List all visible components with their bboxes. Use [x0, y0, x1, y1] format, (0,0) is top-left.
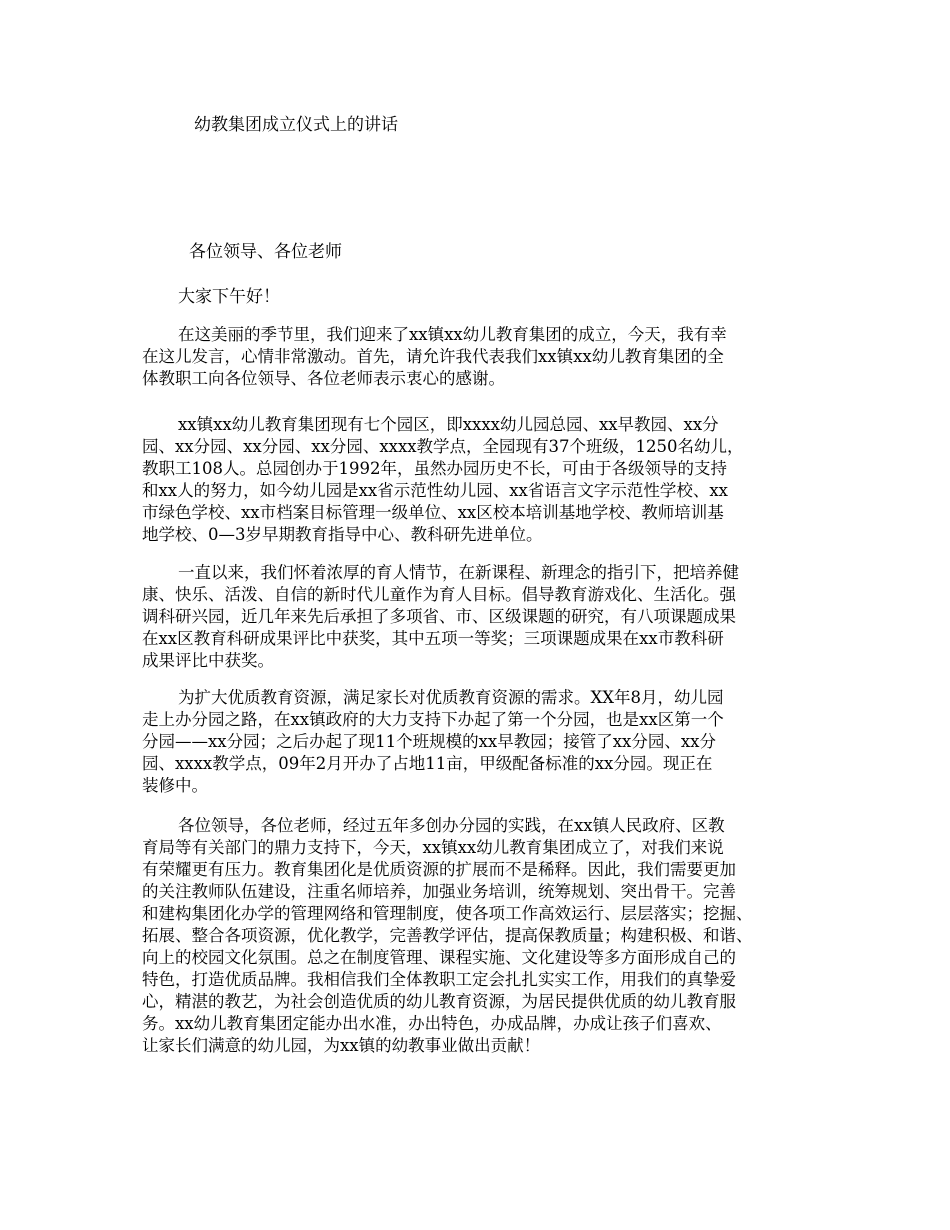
paragraph-line: 调科研兴园，近几年来先后承担了多项省、市、区级课题的研究，有八项课题成果 [142, 607, 736, 626]
paragraph-line: 育局等有关部门的鼎力支持下，今天，xx镇xx幼儿教育集团成立了，对我们来说 [142, 838, 724, 857]
paragraph-line: 康、快乐、活泼、自信的新时代儿童作为育人目标。倡导教育游戏化、生活化。强 [142, 585, 736, 604]
paragraph-3 [142, 562, 822, 672]
paragraph-line: 为扩大优质教育资源，满足家长对优质教育资源的需求。XX年8月，幼儿园 [178, 688, 724, 707]
document-title: 幼教集团成立仪式上的讲话 [194, 115, 398, 135]
salutation: 各位领导、各位老师 [189, 242, 342, 262]
paragraph-line: 园、xxxx教学点，09年2月开办了占地11亩，甲级配备标准的xx分园。现正在 [142, 754, 713, 773]
paragraph-line: 体教职工向各位领导、各位老师表示衷心的感谢。 [142, 369, 505, 388]
paragraph-line: 有荣耀更有压力。教育集团化是优质资源的扩展而不是稀释。因此，我们需要更加 [142, 860, 736, 879]
paragraph-line: 成果评比中获奖。 [142, 651, 274, 670]
paragraph-line: 心，精湛的教艺，为社会创造优质的幼儿教育资源，为居民提供优质的幼儿教育服 [142, 992, 736, 1011]
paragraph-line: 让家长们满意的幼儿园，为xx镇的幼教事业做出贡献！ [142, 1036, 541, 1055]
paragraph-1 [142, 324, 822, 390]
paragraph-line: 地学校、0—3岁早期教育指导中心、教科研先进单位。 [142, 525, 543, 544]
paragraph-line: 在这儿发言，心情非常激动。首先，请允许我代表我们xx镇xx幼儿教育集团的全 [142, 347, 724, 366]
paragraph-line: 一直以来，我们怀着浓厚的育人情节，在新课程、新理念的指引下，把培养健 [178, 563, 739, 582]
paragraph-line: 各位领导，各位老师，经过五年多创办分园的实践，在xx镇人民政府、区教 [178, 816, 725, 835]
paragraph-line: 装修中。 [142, 776, 208, 795]
paragraph-line: 特色，打造优质品牌。我相信我们全体教职工定会扎扎实实工作，用我们的真挚爱 [142, 970, 736, 989]
paragraph-line: 在这美丽的季节里，我们迎来了xx镇xx幼儿教育集团的成立，今天，我有幸 [178, 325, 727, 344]
paragraph-line: 教职工108人。总园创办于1992年，虽然办园历史不长，可由于各级领导的支持 [142, 459, 727, 478]
paragraph-line: 的关注教师队伍建设，注重名师培养，加强业务培训，统筹规划、突出骨干。完善 [142, 882, 736, 901]
paragraph-line: 分园——xx分园；之后办起了现11个班规模的xx早教园；接管了xx分园、xx分 [142, 732, 716, 751]
paragraph-line: 和xx人的努力，如今幼儿园是xx省示范性幼儿园、xx省语言文字示范性学校、xx [142, 481, 728, 500]
paragraph-line: 走上办分园之路，在xx镇政府的大力支持下办起了第一个分园，也是xx区第一个 [142, 710, 724, 729]
paragraph-5 [142, 815, 822, 1057]
paragraph-line: xx镇xx幼儿教育集团现有七个园区，即xxxx幼儿园总园、xx早教园、xx分 [178, 415, 719, 434]
paragraph-2 [142, 414, 822, 546]
greeting: 大家下午好！ [178, 287, 280, 307]
paragraph-line: 在xx区教育科研成果评比中获奖，其中五项一等奖；三项课题成果在xx市教科研 [142, 629, 724, 648]
paragraph-line: 和建构集团化办学的管理网络和管理制度，使各项工作高效运行、层层落实；挖掘、 [142, 904, 753, 923]
paragraph-4 [142, 687, 822, 797]
paragraph-line: 向上的校园文化氛围。总之在制度管理、课程实施、文化建设等多方面形成自己的 [142, 948, 736, 967]
paragraph-line: 务。xx幼儿教育集团定能办出水准，办出特色，办成品牌，办成让孩子们喜欢、 [142, 1014, 722, 1033]
paragraph-line: 市绿色学校、xx市档案目标管理一级单位、xx区校本培训基地学校、教师培训基 [142, 503, 724, 522]
paragraph-line: 园、xx分园、xx分园、xx分园、xxxx教学点，全园现有37个班级，1250名幼儿， [142, 437, 744, 456]
paragraph-line: 拓展、整合各项资源，优化教学，完善教学评估，提高保教质量；构建积极、和谐、 [142, 926, 753, 945]
